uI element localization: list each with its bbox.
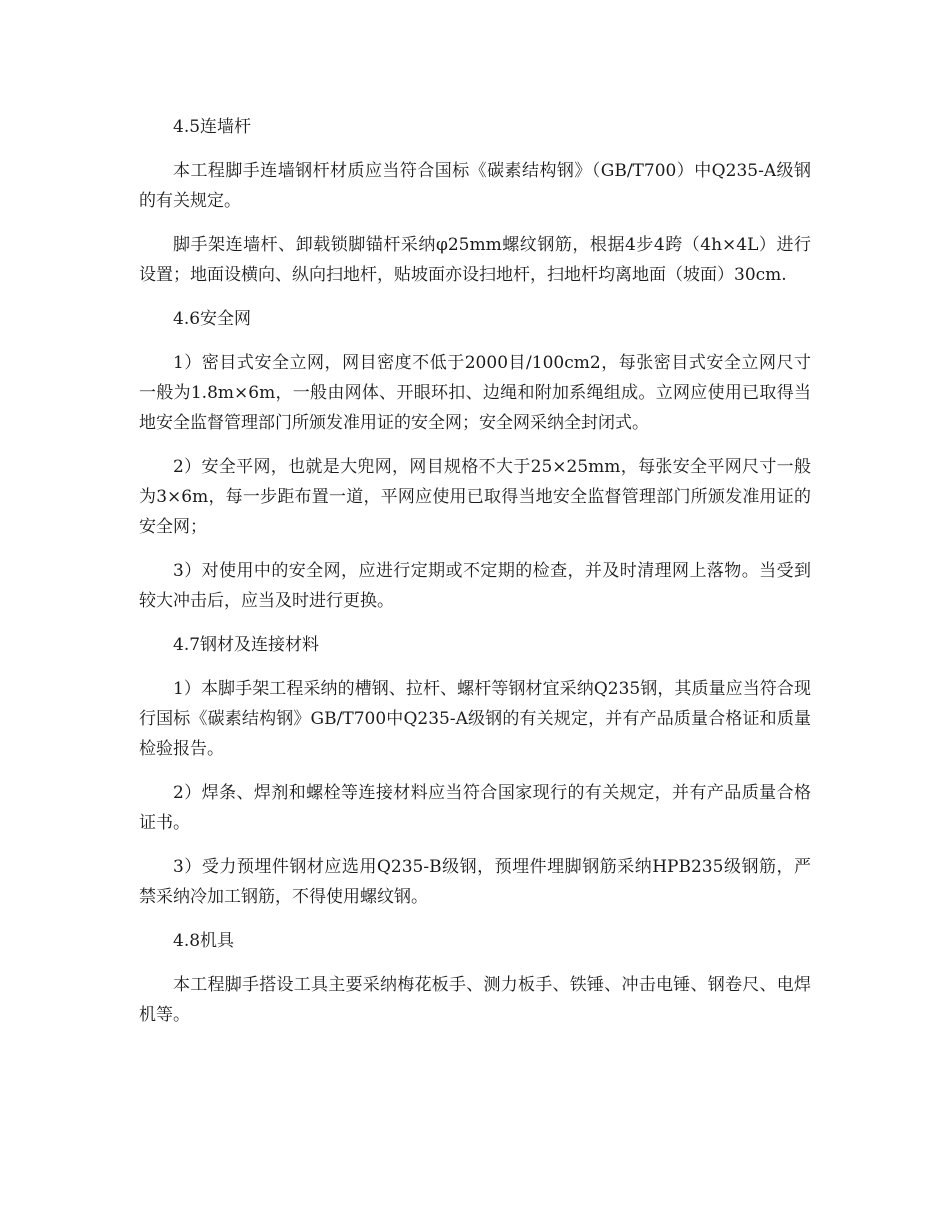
section-heading-4-6: 4.6安全网: [173, 309, 252, 329]
section-heading-4-7: 4.7钢材及连接材料: [173, 635, 320, 655]
paragraph: 脚手架连墙杆、卸载锁脚锚杆采纳φ25mm螺纹钢筋，根据4步4跨（4h×4L）进行设置；地面设横向、纵向扫地杆，贴坡面亦设扫地杆，扫地杆均离地面（坡面）30cm.: [139, 235, 811, 285]
list-item: 1）密目式安全立网，网目密度不低于2000目/100cm2，每张密目式安全立网尺寸一般为1.8m×6m，一般由网体、开眼环扣、边绳和附加系绳组成。立网应使用已取得当地安全监督管理部门所颁发准用证的安全网；安全网采纳全封闭式。: [139, 353, 811, 433]
paragraph: 本工程脚手连墙钢杆材质应当符合国标《碳素结构钢》（GB/T700）中Q235-A级钢的有关规定。: [139, 161, 811, 211]
document-body: [139, 112, 811, 1044]
section-heading-4-5: 4.5连墙杆: [173, 117, 252, 137]
section-heading-4-8: 4.8机具: [173, 931, 235, 951]
list-item: 3）对使用中的安全网，应进行定期或不定期的检查，并及时清理网上落物。当受到较大冲击后，应当及时进行更换。: [139, 561, 811, 611]
list-item: 1）本脚手架工程采纳的槽钢、拉杆、螺杆等钢材宜采纳Q235钢，其质量应当符合现行国标《碳素结构钢》GB/T700中Q235-A级钢的有关规定，并有产品质量合格证和质量检验报告。: [139, 679, 811, 759]
paragraph: 本工程脚手搭设工具主要采纳梅花板手、测力板手、铁锤、冲击电锤、钢卷尺、电焊机等。: [139, 975, 811, 1025]
list-item: 2）焊条、焊剂和螺栓等连接材料应当符合国家现行的有关规定，并有产品质量合格证书。: [139, 783, 811, 833]
list-item: 2）安全平网，也就是大兜网，网目规格不大于25×25mm，每张安全平网尺寸一般为3×6m，每一步距布置一道，平网应使用已取得当地安全监督管理部门所颁发准用证的安全网；: [139, 457, 811, 537]
list-item: 3）受力预埋件钢材应选用Q235-B级钢，预埋件埋脚钢筋采纳HPB235级钢筋，严禁采纳冷加工钢筋，不得使用螺纹钢。: [139, 857, 811, 907]
